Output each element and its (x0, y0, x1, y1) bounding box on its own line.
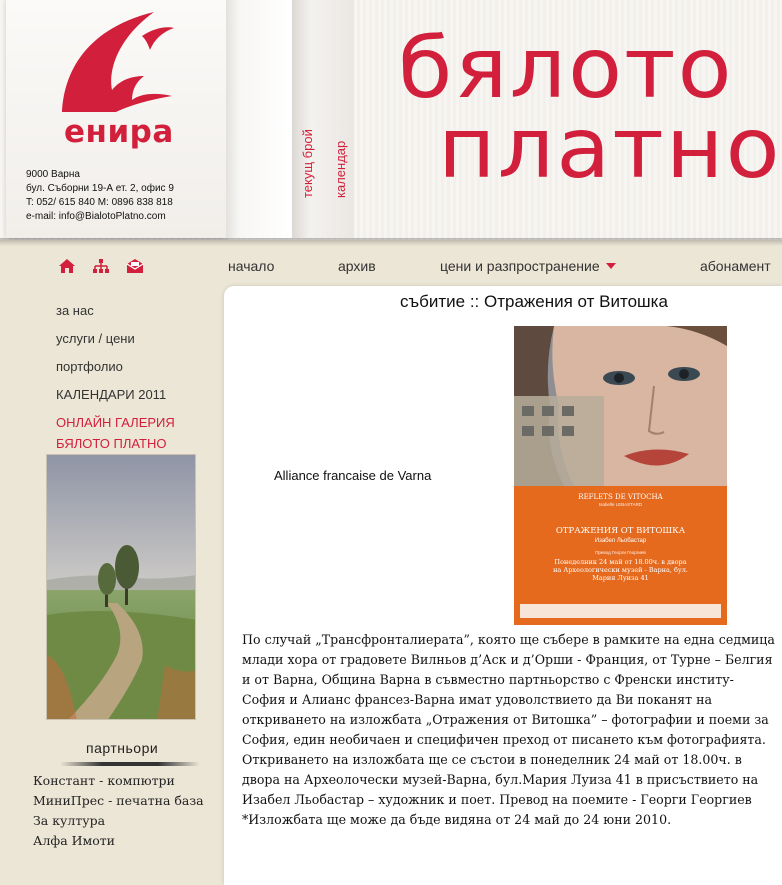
partner-link[interactable]: МиниПрес - печатна база (33, 793, 204, 808)
magazine-title-line-2: платно (438, 99, 782, 197)
mail-icon[interactable] (126, 258, 144, 274)
nav-home[interactable]: начало (228, 258, 275, 274)
landscape-painting (47, 455, 196, 720)
logo-panel (6, 0, 226, 238)
organizer-label: Alliance francaise de Varna (274, 468, 432, 483)
partner-link[interactable]: За култура (33, 813, 106, 828)
contact-address-city: 9000 Варна (26, 169, 80, 180)
sidebar-item-calendars[interactable]: КАЛЕНДАРИ 2011 (56, 387, 167, 402)
chevron-down-icon (606, 263, 616, 269)
sitemap-icon[interactable] (92, 258, 110, 274)
poster-author-bg: Изабел Льобастар (594, 538, 647, 544)
nav-archive[interactable]: архив (338, 258, 376, 274)
gallery-painting-image[interactable] (46, 454, 196, 720)
partners-divider (60, 762, 200, 766)
magazine-title (370, 28, 782, 208)
event-poster-image[interactable] (514, 326, 727, 625)
contact-email: e-mail: info@BialotoPlatno.com (26, 211, 166, 222)
vertical-tab-strip (226, 0, 354, 238)
contact-phones: T: 052/ 615 840 M: 0896 838 818 (26, 197, 173, 208)
tab-calendar[interactable]: календар (333, 140, 348, 198)
contact-address-street: бул. Съборни 19-А ет. 2, офис 9 (26, 183, 174, 194)
contact-info (26, 168, 174, 224)
nav-prices-label: цени и разпространение (440, 258, 600, 274)
header-shadow (0, 238, 782, 246)
poster-photo (514, 326, 727, 486)
sidebar-item-services[interactable]: услуги / цени (56, 331, 135, 346)
sidebar-item-online-gallery[interactable]: ОНЛАЙН ГАЛЕРИЯ (56, 415, 175, 430)
nav-prices-distribution[interactable] (440, 258, 616, 274)
poster-title-fr: REFLETS DE VITOCHA (578, 493, 663, 501)
shark-fin-logo-icon[interactable] (58, 10, 176, 114)
poster-translator: Превод Георги Георгиев (595, 550, 646, 555)
partner-link[interactable]: Констант - компютри (33, 773, 175, 788)
sidebar-item-online-gallery-sub[interactable]: БЯЛОТО ПЛАТНО (56, 436, 167, 451)
tab-fold (292, 0, 354, 238)
poster-face-photo (514, 326, 727, 486)
poster-title-bg: ОТРАЖЕНИЯ ОТ ВИТОШКА (555, 526, 686, 536)
partner-link[interactable]: Алфа Имоти (33, 833, 116, 848)
home-icon[interactable] (58, 258, 76, 274)
sidebar-item-portfolio[interactable]: портфолио (56, 359, 123, 374)
article-body: По случай „Трансфронталиерата”, която ще събере в рамките на една седмица млади хора от градовете Вилньов д’Аск и д’Орши - Франция, от Турне – Белгия и от Варна, Община Варна в съвместно партньорство с Френски институ-София и Алианс франсез-Варна имат удоволствието да Ви поканят на откриването на изложбата „Отражения от Витошка” – фотографии и поеми за София, един необичаен и специфичен преход от писането към фотографията. Откриването на изложбата ще се състои в понеделник 24 май от 18.00ч. в двора на Археолочески музей-Варна, бул.Мария Луиза 41 в присъствието на Изабел Льобастар – художник и поет. Превод на поемите - Георги Георгиев *Изложбата ще може да бъде видяна от 24 май до 24 юни 2010. (242, 632, 775, 827)
poster-artist-fr: Isabelle LEBASTARD (598, 502, 643, 507)
logo-wordmark[interactable]: енира (64, 114, 174, 150)
magazine-title-line-1: бялото (398, 28, 734, 117)
poster-event-details: Понеделник 24 май от 18.00ч. в двора на Археологически музей - Варна, бул. Мария Луиза 41 (553, 558, 688, 582)
nav-subscription[interactable]: абонамент (700, 258, 771, 274)
tab-current-issue[interactable]: текущ брой (300, 129, 315, 198)
poster-sponsor-logos (520, 604, 721, 618)
sidebar-item-about[interactable]: за нас (56, 303, 94, 318)
site-header (0, 0, 782, 240)
main-nav (0, 246, 782, 286)
page-title: събитие :: Отражения от Витошка (400, 292, 668, 311)
partners-heading: партньори (86, 740, 159, 756)
sidebar (0, 290, 222, 885)
main-content (224, 286, 782, 885)
